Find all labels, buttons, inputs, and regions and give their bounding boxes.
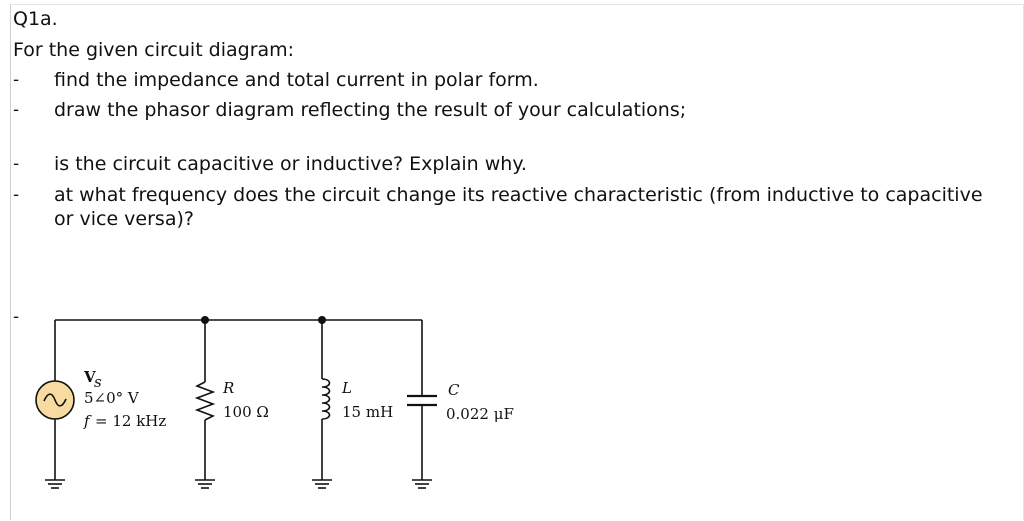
task-item-impedance: find the impedance and total current in polar form. — [54, 69, 539, 91]
resistor-symbol — [197, 382, 213, 420]
bullet-dash: - — [13, 100, 20, 120]
resistor-value: 100 Ω — [223, 403, 269, 421]
task-item-frequency: at what frequency does the circuit change its reactive characteristic (from inductive to capacitive — [54, 184, 983, 206]
task-item-phasor: draw the phasor diagram reflecting the result of your calculations; — [54, 99, 687, 121]
inductor-symbol — [322, 379, 330, 419]
inductor-symbol-label: L — [342, 379, 352, 397]
question-title: Q1a. — [13, 8, 58, 30]
capacitor-value: 0.022 μF — [446, 405, 514, 423]
ground-symbol-inductor — [312, 480, 332, 488]
bullet-dash: - — [13, 154, 20, 174]
source-subscript: s — [94, 373, 102, 391]
bullet-dash: - — [13, 70, 20, 90]
task-item-character: is the circuit capacitive or inductive? Explain why. — [54, 153, 527, 175]
source-symbol: V — [84, 368, 96, 386]
question-intro: For the given circuit diagram: — [13, 39, 295, 61]
junction-dot — [318, 316, 326, 324]
source-voltage: 5∠0° V — [84, 389, 139, 407]
ground-symbol-resistor — [195, 480, 215, 488]
bullet-dash: - — [13, 307, 20, 327]
inductor-value: 15 mH — [342, 403, 394, 421]
junction-dot — [201, 316, 209, 324]
source-freq-var: f — [84, 412, 90, 430]
capacitor-symbol-label: C — [448, 381, 460, 399]
bullet-dash: - — [13, 185, 20, 205]
ground-symbol-source — [45, 480, 65, 488]
task-item-frequency-cont: or vice versa)? — [54, 208, 194, 230]
ground-symbol-capacitor — [412, 480, 432, 488]
resistor-symbol-label: R — [223, 379, 235, 397]
source-frequency: = 12 kHz — [95, 412, 167, 430]
